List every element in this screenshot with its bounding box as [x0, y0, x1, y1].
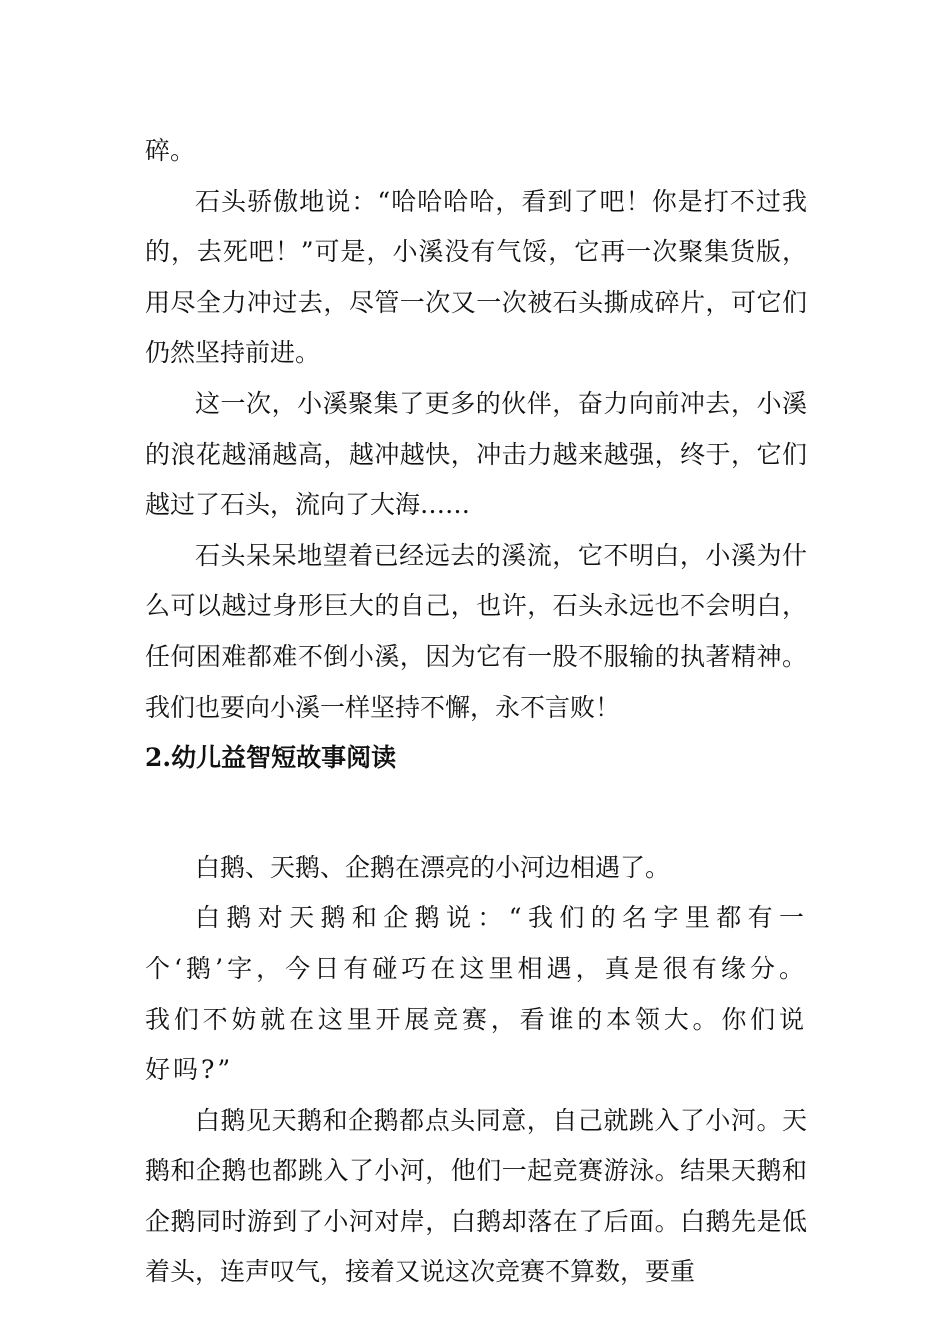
paragraph-stream-gathers: 这一次，小溪聚集了更多的伙伴，奋力向前冲去，小溪的浪花越涌越高，越冲越快，冲击力越来越强，终于，它们越过了石头，流向了大海……	[145, 388, 807, 520]
document-page	[145, 126, 807, 1298]
paragraph-stone-wonders: 石头呆呆地望着已经远去的溪流，它不明白，小溪为什么可以越过身形巨大的自己，也许，石头永远也不会明白，任何困难都难不倒小溪，因为它有一股不服输的执著精神。我们也要向小溪一样坚持不懈，永不言败！	[145, 540, 807, 722]
section-heading: 2.幼儿益智短故事阅读	[145, 743, 397, 773]
paragraph-geese-meet: 白鹅、天鹅、企鹅在漂亮的小河边相遇了。	[195, 852, 671, 882]
paragraph-swimming-race: 白鹅见天鹅和企鹅都点头同意，自己就跳入了小河。天鹅和企鹅也都跳入了小河，他们一起竞赛游泳。结果天鹅和企鹅同时游到了小河对岸，白鹅却落在了后面。白鹅先是低着头，连声叹气，接着又说这次竞赛不算数，要重	[145, 1105, 807, 1287]
paragraph-fragment: 碎。	[145, 136, 196, 165]
paragraph-stone-boast: 石头骄傲地说：“哈哈哈哈，看到了吧！你是打不过我的，去死吧！”可是，小溪没有气馁，它再一次聚集货版，用尽全力冲过去，尽管一次又一次被石头撕成碎片，可它们仍然坚持前进。	[145, 186, 807, 368]
paragraph-goose-proposal: 白鹅对天鹅和企鹅说：“我们的名字里都有一个‘鹅’字，今日有碰巧在这里相遇，真是很有缘分。我们不妨就在这里开展竞赛，看谁的本领大。你们说好吗?”	[145, 903, 807, 1085]
section-spacer	[145, 784, 807, 843]
